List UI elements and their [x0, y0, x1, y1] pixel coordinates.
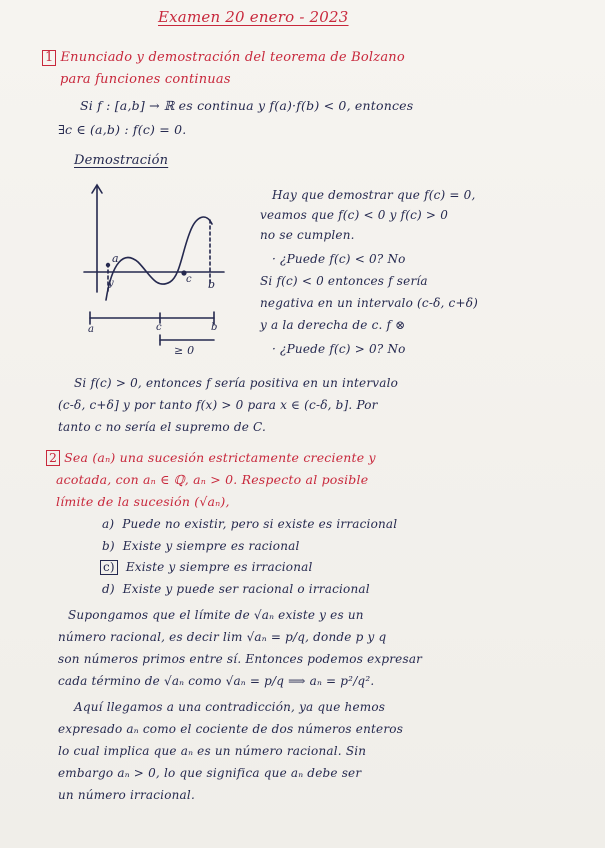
answer-line-1: Supongamos que el límite de √aₙ existe y es un [68, 608, 364, 622]
answer-line-5: Aquí llegamos a una contradicción, ya que hemos [74, 700, 386, 714]
option-c [100, 560, 313, 575]
proof-conclusion-line-1: Si f(c) > 0, entonces f sería positiva en un intervalo [74, 376, 399, 390]
answer-line-8: embargo aₙ > 0, lo que significa que aₙ debe ser [58, 766, 362, 780]
function-curve [106, 217, 212, 300]
option-b-text: Existe y siempre es racional [122, 539, 300, 553]
line-label-b: b [211, 322, 218, 333]
proof-text-line-2: veamos que f(c) < 0 y f(c) > 0 [260, 208, 449, 222]
question-1-title-line-2: para funciones continuas [60, 72, 231, 87]
question-2-line-1 [46, 450, 376, 466]
proof-text-line-6: negativa en un intervalo (c-δ, c+δ) [260, 296, 479, 310]
question-2-line-2: acotada, con aₙ ∈ ℚ, aₙ > 0. Respecto al posible [56, 472, 369, 487]
proof-conclusion-line-3: tanto c no sería el supremo de C. [58, 420, 267, 434]
graph-label-y: y [108, 278, 114, 289]
proof-text-line-7: y a la derecha de c. f ⊗ [260, 318, 406, 332]
question-2-line-3: límite de la sucesión (√aₙ), [56, 494, 230, 509]
proof-text-line-1: Hay que demostrar que f(c) = 0, [272, 188, 476, 202]
answer-line-7: lo cual implica que aₙ es un número racional. Sin [58, 744, 367, 758]
theorem-statement-line-2: ∃c ∈ (a,b) : f(c) = 0. [58, 122, 187, 137]
graph-label-b: b [208, 278, 216, 291]
proof-conclusion-line-2: (c-δ, c+δ] y por tanto f(x) > 0 para x ∈ (c-δ, b]. Por [58, 398, 378, 412]
proof-text-line-8: · ¿Puede f(c) > 0? No [272, 342, 406, 356]
question-2-number: 2 [46, 450, 60, 466]
proof-label: Demostración [74, 153, 169, 168]
proof-text-line-5: Si f(c) < 0 entonces f sería [260, 274, 428, 288]
point-a-marker [106, 263, 110, 267]
option-b-letter: b) [102, 539, 115, 553]
question-1-number: 1 [42, 50, 56, 66]
answer-line-6: expresado aₙ como el cociente de dos números enteros [58, 722, 404, 736]
line-label-c: c [156, 322, 162, 333]
option-d-text: Existe y puede ser racional o irracional [122, 582, 370, 596]
answer-line-2: número racional, es decir lim √aₙ = p/q, donde p y q [58, 630, 387, 644]
option-c-letter-selected: c) [100, 560, 118, 575]
proof-text-line-3: no se cumplen. [260, 228, 355, 242]
line-label-ge0: ≥ 0 [174, 344, 195, 357]
theorem-statement-line-1: Si f : [a,b] → ℝ es continua y f(a)·f(b) < 0, entonces [80, 98, 414, 113]
graph-label-a: a [112, 252, 119, 265]
question-1-title-line-1: Enunciado y demostración del teorema de Bolzano [60, 50, 405, 65]
line-label-a: a [88, 324, 95, 335]
option-a-text: Puede no existir, pero si existe es irracional [122, 517, 398, 531]
graph-label-c: c [186, 274, 192, 285]
page-title: Examen 20 enero - 2023 [158, 8, 349, 26]
option-b [102, 539, 300, 553]
answer-line-9: un número irracional. [58, 788, 195, 802]
answer-line-4: cada término de √aₙ como √aₙ = p/q ⟹ aₙ = p²/q². [58, 674, 375, 688]
question-2-text-1: Sea (aₙ) una sucesión estrictamente creciente y [64, 450, 376, 465]
option-c-text: Existe y siempre es irracional [125, 560, 313, 574]
answer-line-3: son números primos entre sí. Entonces podemos expresar [58, 652, 423, 666]
option-d-letter: d) [102, 582, 115, 596]
option-a [102, 517, 397, 531]
option-a-letter: a) [102, 517, 115, 531]
option-d [102, 582, 370, 596]
proof-text-line-4: · ¿Puede f(c) < 0? No [272, 252, 406, 266]
